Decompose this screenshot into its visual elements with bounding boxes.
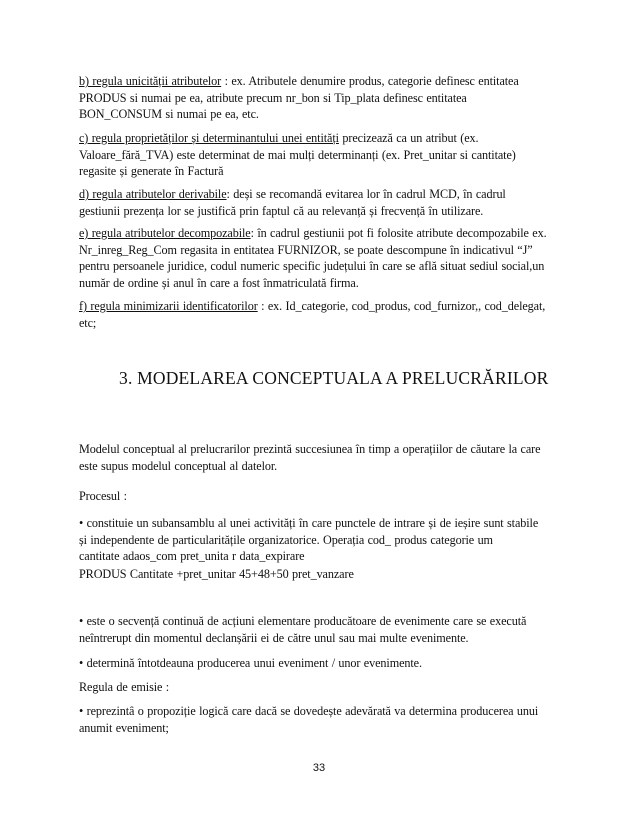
section-heading: 3. MODELAREA CONCEPTUALA A PRELUCRĂRILOR xyxy=(119,368,549,388)
regula-label: Regula de emisie : xyxy=(79,680,170,694)
procesul-label: Procesul : xyxy=(79,489,127,503)
bullet-4-line-1: • reprezintâ o propoziție logică care dacă se dovedește adevărată va determina producerea unui xyxy=(79,704,539,718)
rule-e-paragraph xyxy=(79,225,565,291)
rule-d-line-1: : deși se recomandă evitarea lor în cadrul MCD, în cadrul xyxy=(226,187,506,201)
rule-e-line-3: pentru persoanele juridice, codul numeric specific județului în care se află situat sediul social,un xyxy=(79,259,545,273)
intro-line-1: Modelul conceptual al prelucrarilor prezintă succesiunea în timp a operațiilor de căutare la care xyxy=(79,442,541,456)
bullet-1-line-3: cantitate adaos_com pret_unita r data_expirare xyxy=(79,549,305,563)
produs-line: PRODUS Cantitate +pret_unitar 45+48+50 pret_vanzare xyxy=(79,567,354,581)
bullet-2-line-2: neîntrerupt din momentul declanșării ei de către unul sau mai multe evenimente. xyxy=(79,630,469,645)
bullet-2-paragraph xyxy=(79,613,565,646)
rule-e-line-2: Nr_inreg_Reg_Com regasita in entitatea FURNIZOR, se poate descompune în indicativul “J” xyxy=(79,242,533,257)
rule-c-line-1: precizează ca un atribut (ex. xyxy=(338,131,479,145)
rule-e-title: e) regula atributelor decompozabile xyxy=(79,226,251,240)
rule-b-line-2: PRODUS si numai pe ea, atribute precum nr_bon si Tip_plata definesc entitatea xyxy=(79,90,467,105)
bullet-1-paragraph xyxy=(79,515,565,565)
rule-f-line-2: etc; xyxy=(79,315,97,330)
rule-e-line-4: număr de ordine și anul în care a fost înmatriculată firma. xyxy=(79,275,359,290)
intro-paragraph xyxy=(79,441,565,474)
rule-d-title: d) regula atributelor derivabile xyxy=(79,187,227,201)
rule-d-line-2: gestiunii prezența lor se justifică prin faptul că au relevanță și frecvență în utilizare. xyxy=(79,203,484,218)
rule-f-title: f) regula minimizarii identificatorilor xyxy=(79,299,258,313)
bullet-1-line-2: și independente de particularitățile organizatorice. Operația cod_ produs categorie um xyxy=(79,532,493,547)
intro-line-2: este supus modelul conceptual al datelor. xyxy=(79,458,278,473)
rule-b-line-1: : ex. Atributele denumire produs, categorie definesc entitatea xyxy=(221,74,519,88)
bullet-4-line-2: anumit eveniment; xyxy=(79,720,169,735)
rule-c-paragraph xyxy=(79,130,565,180)
rule-b-line-3: BON_CONSUM si numai pe ea, etc. xyxy=(79,107,259,121)
rule-f-paragraph xyxy=(79,298,565,331)
bullet-2-line-1: • este o secvență continuă de acțiuni elementare producătoare de evenimente care se execută xyxy=(79,614,527,628)
rule-c-title: c) regula proprietăților și determinantului unei entități xyxy=(79,131,339,145)
rule-d-paragraph xyxy=(79,186,565,219)
rule-c-line-2: Valoare_fără_TVA) este determinat de mai mulți determinanți (ex. Pret_unitar si cantitate) xyxy=(79,147,516,162)
bullet-3-paragraph: • determină întotdeauna producerea unui eveniment / unor evenimente. xyxy=(79,656,422,670)
page-number: 33 xyxy=(312,762,326,774)
bullet-4-paragraph xyxy=(79,703,565,736)
bullet-1-line-1: • constituie un subansamblu al unei activități în care punctele de intrare și de ieșire sunt stabile xyxy=(79,516,539,530)
rule-b-paragraph xyxy=(79,73,565,123)
rule-b-title: b) regula unicității atributelor xyxy=(79,74,222,88)
rule-c-line-3: regasite și generate în Factură xyxy=(79,164,224,178)
rule-e-line-1: : în cadrul gestiunii pot fi folosite atribute decompozabile ex. xyxy=(250,226,547,240)
rule-f-line-1: : ex. Id_categorie, cod_produs, cod_furnizor,, cod_delegat, xyxy=(257,299,546,313)
